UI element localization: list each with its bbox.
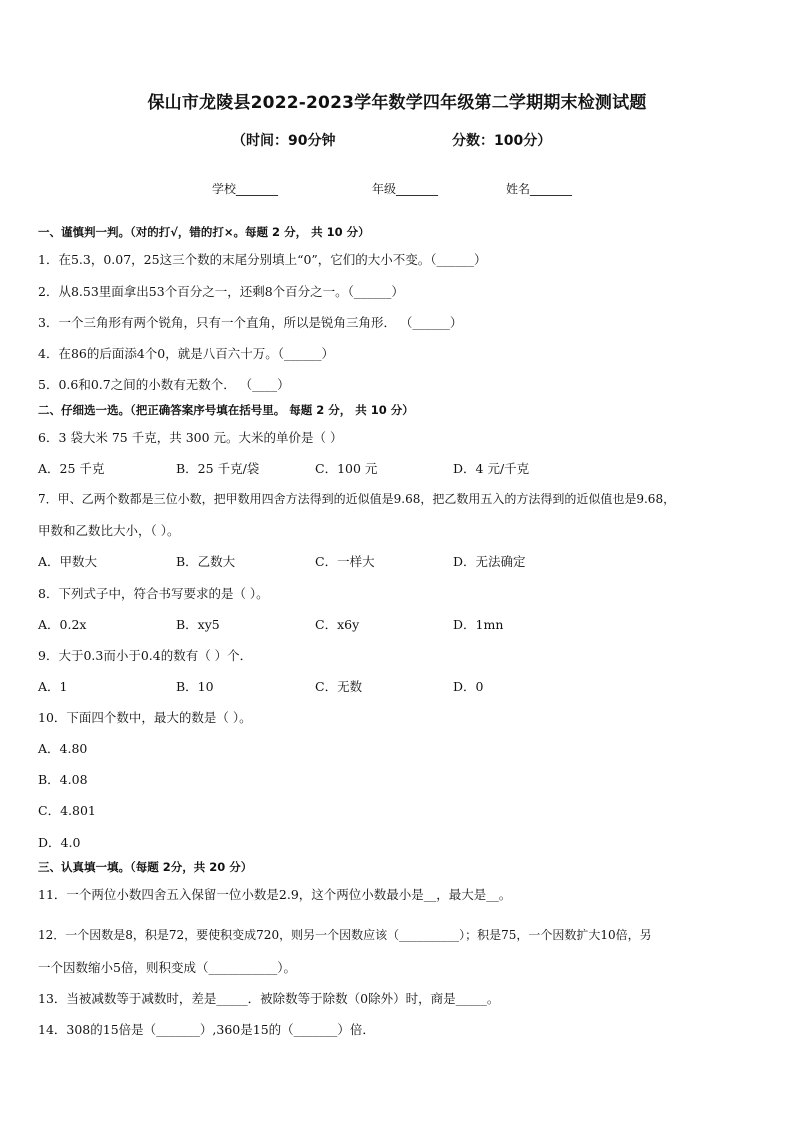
q7-option-c: C．一样大: [315, 554, 375, 569]
page-title: 保山市龙陵县2022-2023学年数学四年级第二学期期末检测试题: [147, 93, 647, 113]
question-11: 11．一个两位小数四舍五入保留一位小数是2.9，这个两位小数最小是__，最大是__。: [38, 887, 512, 902]
q10-option-c: C．4.801: [38, 803, 96, 818]
section1-header: 一、谨慎判一判。（对的打√，错的打×。每题 2 分， 共 10 分）: [38, 225, 370, 239]
question-8: 8．下列式子中，符合书写要求的是（ ）。: [38, 586, 269, 601]
q10-option-d: D．4.0: [38, 835, 81, 850]
q9-option-d: D．0: [453, 679, 484, 694]
q9-option-a: A．1: [38, 679, 68, 694]
question-9: 9．大于0.3而小于0.4的数有（ ）个．: [38, 648, 253, 663]
q8-option-a: A．0.2x: [38, 617, 87, 632]
question-1: 1．在5.3，0.07，25这三个数的末尾分别填上“0”，它们的大小不变。（______）: [38, 252, 487, 267]
q7-option-b: B．乙数大: [176, 554, 236, 569]
question-7-line2: 甲数和乙数比大小，（ ）。: [38, 523, 180, 538]
question-5: 5．0.6和0.7之间的小数有无数个． （____）: [38, 377, 290, 392]
question-4: 4．在86的后面添4个0，就是八百六十万。（______）: [38, 346, 335, 361]
question-6: 6．3 袋大米 75 千克，共 300 元。大米的单价是（ ）: [38, 430, 343, 445]
question-12-line1: 12．一个因数是8，积是72，要使积变成720，则另一个因数应该（__________）；积是75，一个因数扩大10倍，另: [38, 928, 652, 942]
section2-header: 二、仔细选一选。（把正确答案序号填在括号里。 每题 2 分， 共 10 分）: [38, 403, 414, 417]
section3-header: 三、认真填一填。（每题 2分，共 20 分）: [38, 860, 253, 874]
question-3: 3．一个三角形有两个锐角，只有一个直角，所以是锐角三角形． （______）: [38, 315, 463, 330]
q7-option-a: A．甲数大: [38, 554, 98, 569]
q6-option-d: D．4 元/千克: [453, 461, 530, 476]
question-12-line2: 一个因数缩小5倍，则积变成（___________）。: [38, 960, 296, 975]
q8-option-c: C．x6y: [315, 617, 360, 632]
question-7-line1: 7．甲、乙两个数都是三位小数，把甲数用四舍方法得到的近似值是9.68，把乙数用五入的方法得到的近似值也是9.68，: [38, 492, 676, 506]
name-field[interactable]: 姓名_______: [506, 182, 573, 196]
q6-option-b: B．25 千克/袋: [176, 461, 260, 476]
q6-option-a: A．25 千克: [38, 461, 105, 476]
q10-option-b: B．4.08: [38, 772, 88, 787]
exam-score: 分数：100分）: [452, 133, 552, 149]
school-field[interactable]: 学校_______: [212, 182, 279, 196]
q6-option-c: C．100 元: [315, 461, 378, 476]
question-14: 14．308的15倍是（_______）,360是15的（_______）倍．: [38, 1022, 375, 1037]
exam-time: （时间：90分钟: [232, 133, 336, 149]
grade-field[interactable]: 年级_______: [372, 182, 439, 196]
q8-option-d: D．1mn: [453, 617, 504, 632]
q8-option-b: B．xy5: [176, 617, 220, 632]
q7-option-d: D．无法确定: [453, 554, 526, 569]
question-10: 10．下面四个数中，最大的数是（ ）。: [38, 710, 252, 725]
q9-option-b: B．10: [176, 679, 214, 694]
question-13: 13．当被减数等于减数时，差是_____．被除数等于除数（0除外）时，商是_____。: [38, 991, 500, 1006]
q9-option-c: C．无数: [315, 679, 363, 694]
question-2: 2．从8.53里面拿出53个百分之一，还剩8个百分之一。（______）: [38, 284, 404, 299]
q10-option-a: A．4.80: [38, 741, 88, 756]
